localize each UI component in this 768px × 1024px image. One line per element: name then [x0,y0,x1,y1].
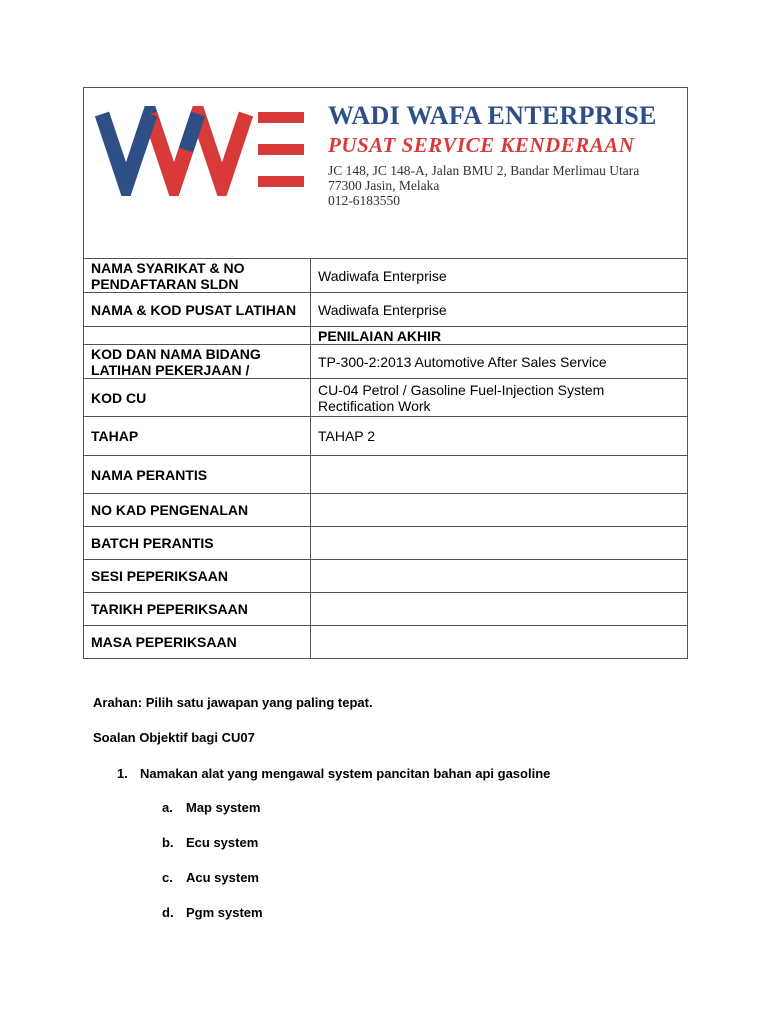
batch-field[interactable] [311,527,688,560]
phone-number: 012-6183550 [328,193,400,208]
question-1 [117,766,550,781]
company-reg-value: Wadiwafa Enterprise [311,259,688,293]
option-text: Map system [186,800,261,815]
option-c[interactable] [162,870,259,885]
section-title: Soalan Objektif bagi CU07 [93,730,255,745]
level-value: TAHAP 2 [311,417,688,456]
header-row [84,88,688,259]
address-line: 77300 Jasin, Melaka [328,178,440,193]
instruction-text: Arahan: Pilih satu jawapan yang paling tepat. [93,695,373,710]
form-row [84,293,688,327]
form-row [84,417,688,456]
training-center-value: Wadiwafa Enterprise [311,293,688,327]
company-reg-label: NAMA SYARIKAT & NO PENDAFTARAN SLDN [84,259,311,293]
cu-code-label: KOD CU [84,379,311,417]
company-logo [94,106,314,196]
batch-label: BATCH PERANTIS [84,527,311,560]
form-row [84,259,688,293]
exam-session-label: SESI PEPERIKSAAN [84,560,311,593]
company-name: WADI WAFA ENTERPRISE [328,101,657,130]
ic-number-field[interactable] [311,494,688,527]
cu-code-value: CU-04 Petrol / Gasoline Fuel-Injection System Rectification Work [311,379,688,417]
option-letter: a. [162,800,173,815]
form-row [84,456,688,494]
address-line: JC 148, JC 148-A, Jalan BMU 2, Bandar Merlimau Utara [328,163,640,178]
exam-time-label: MASA PEPERIKSAAN [84,626,311,659]
ic-number-label: NO KAD PENGENALAN [84,494,311,527]
option-letter: d. [162,905,174,920]
company-subtitle: PUSAT SERVICE KENDERAAN [328,133,635,157]
exam-date-label: TARIKH PEPERIKSAAN [84,593,311,626]
form-row [84,379,688,417]
option-b[interactable] [162,835,258,850]
form-row [84,560,688,593]
company-address [328,163,639,208]
option-text: Pgm system [186,905,263,920]
option-a[interactable] [162,800,260,815]
option-text: Ecu system [186,835,259,850]
field-code-value: TP-300-2:2013 Automotive After Sales Service [311,345,688,379]
form-row [84,345,688,379]
question-number: 1. [117,766,128,781]
apprentice-name-field[interactable] [311,456,688,494]
company-header-cell [84,88,688,259]
question-text: Namakan alat yang mengawal system pancitan bahan api gasoline [140,766,551,781]
empty-label [84,327,311,345]
form-row [84,593,688,626]
option-text: Acu system [186,870,259,885]
form-row [84,527,688,560]
exam-time-field[interactable] [311,626,688,659]
field-code-label: KOD DAN NAMA BIDANG LATIHAN PEKERJAAN / [84,345,311,379]
option-d[interactable] [162,905,263,920]
form-row [84,494,688,527]
assessment-form-table [83,87,688,659]
option-letter: b. [162,835,174,850]
form-row [84,327,688,345]
exam-session-field[interactable] [311,560,688,593]
level-label: TAHAP [84,417,311,456]
exam-date-field[interactable] [311,593,688,626]
apprentice-name-label: NAMA PERANTIS [84,456,311,494]
option-letter: c. [162,870,173,885]
form-row [84,626,688,659]
assessment-type: PENILAIAN AKHIR [311,327,688,345]
training-center-label: NAMA & KOD PUSAT LATIHAN [84,293,311,327]
